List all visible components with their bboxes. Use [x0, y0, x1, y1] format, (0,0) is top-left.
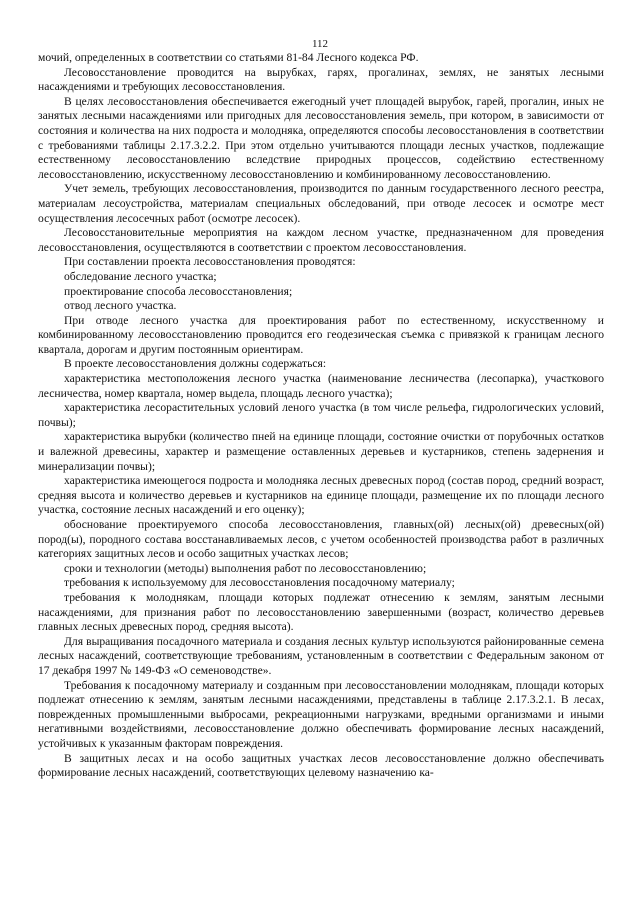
page-number: 112 [311, 38, 329, 50]
body-text [38, 51, 604, 781]
paragraph: В проекте лесовосстановления должны содержаться: [64, 357, 327, 371]
paragraph: Учет земель, требующих лесовосстановления, производится по данным государственного лесного реестра, материалам лесоустройства, материалам специальных обследований, при отводе лесосек и осмотре мест осуществления лесосечных работ (осмотре лесосек). [38, 182, 604, 225]
paragraph: мочий, определенных в соответствии со статьями 81-84 Лесного кодекса РФ. [38, 51, 419, 64]
list-item: требования к молоднякам, площади которых подлежат отнесению к землям, занятым лесными насаждениями, для признания работ по лесовосстановлению завершенными (возраст, количество деревьев главных лесных древесных пород, средняя высота). [38, 590, 604, 634]
paragraph: В целях лесовосстановления обеспечивается ежегодный учет площадей вырубок, гарей, прогалин, иных не занятых лесными насаждениями или пригодных для лесовосстановления земель, при котором, в зависимости от состояния и количества на них подроста и молодняка, определяются способы лесовосстановления в соответствии с требованиями таблицы 2.17.3.2.2. При этом отдельно учитываются площади лесных участков, подлежащие естественному лесовосстановлению вследствие природных процессов, содействию естественному лесовосстановлению, искусственному лесовосстановлению и комбинированному лесовосстановлению. [38, 94, 604, 181]
list-item: характеристика лесорастительных условий леного участка (в том числе рельефа, гидрологических условий, почвы); [38, 401, 604, 429]
list-item: проектирование способа лесовосстановления; [64, 284, 293, 298]
list-item: требования к используемому для лесовосстановления посадочному материалу; [64, 576, 455, 590]
paragraph: В защитных лесах и на особо защитных участках лесов лесовосстановление должно обеспечивать формирование лесных насаждений, соответствующих целевому назначению ка- [38, 751, 604, 780]
list-item: характеристика вырубки (количество пней на единице площади, состояние очистки от порубочных остатков и валежной древесины, характер и размещение оставленных деревьев и кустарников, степень задернения и минерализации почвы); [38, 430, 604, 473]
paragraph: При составлении проекта лесовосстановления проводятся: [64, 255, 356, 269]
paragraph: При отводе лесного участка для проектирования работ по естественному, искусственному и комбинированному лесовосстановлению проводится его геодезическая съемка с привязкой к границам лесного квартала, дорогам и другим постоянным ориентирам. [38, 313, 604, 356]
list-item: обоснование проектируемого способа лесовосстановления, главных(ой) лесных(ой) древесных(ой) пород(ы), породного состава восстанавливаемых лесов, с учетом особенностей производства работ в различных категориях защитных лесов и особо защитных участках лесов; [38, 518, 604, 561]
paragraph: Лесовосстановительные мероприятия на каждом лесном участке, предназначенном для проведения лесовосстановления, осуществляются в соответствии с проектом лесовосстановления. [38, 226, 604, 254]
list-item: характеристика местоположения лесного участка (наименование лесничества (лесопарка), участкового лесничества, номер квартала, номер выдела, площадь лесного участка); [38, 372, 604, 400]
list-item: обследование лесного участка; [64, 269, 217, 283]
paragraph: Лесовосстановление проводится на вырубках, гарях, прогалинах, землях, не занятых лесными насаждениями и требующих лесовосстановления. [38, 65, 604, 94]
paragraph: Требования к посадочному материалу и созданным при лесовосстановлении молоднякам, площади которых подлежат отнесению к землям, занятым лесными насаждениями, представлены в таблице 2.17.3.2.1. В лесах, поврежденных промышленными выбросами, рекреационными нагрузками, вредными организмами и иными негативными воздействиями, лесовосстановление должно обеспечивать формирование лесных насаждений, устойчивых к указанным факторам повреждения. [38, 678, 604, 750]
list-item: отвод лесного участка. [64, 299, 177, 313]
paragraph: Для выращивания посадочного материала и создания лесных культур используются районированные семена лесных насаждений, соответствующие требованиям, установленным в соответствии с Федеральным законом от 17 декабря 1997 № 149-ФЗ «О семеноводстве». [38, 634, 604, 677]
list-item: характеристика имеющегося подроста и молодняка лесных древесных пород (состав пород, средний возраст, средняя высота и количество деревьев и кустарников на единице площади, размещение их по площади лесного участка, состояние лесных насаждений и его оценку); [38, 474, 604, 517]
list-item: сроки и технологии (методы) выполнения работ по лесовосстановлению; [64, 561, 427, 575]
